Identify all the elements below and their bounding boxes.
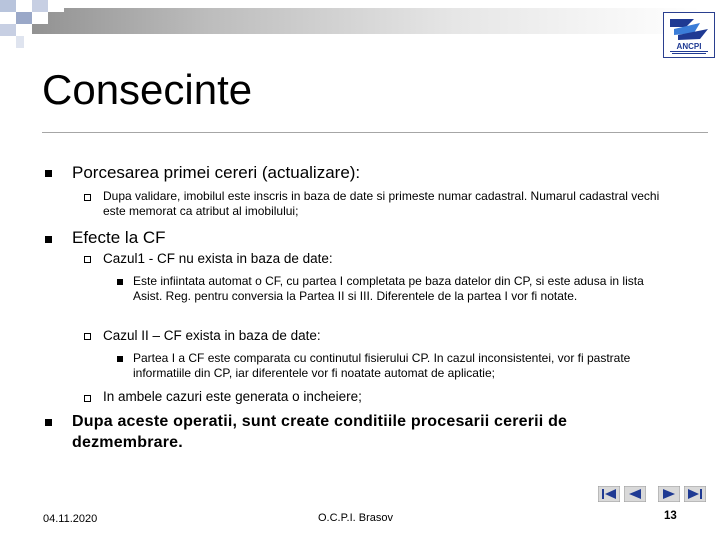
next-slide-button[interactable] — [658, 486, 680, 502]
last-slide-button[interactable] — [684, 486, 706, 502]
bullet-2-1-text: Cazul1 - CF nu exista in baza de date: — [103, 251, 333, 266]
bullet-square-icon — [117, 356, 123, 362]
slide-title: Consecinte — [42, 66, 253, 113]
bullet-2-1-1-text: Este infiintata automat o CF, cu partea I completata pe baza datelor din CP, si este adusa in lista Asist. Reg. pentru conversia la Partea II si III. Diferentele de la partea I vor fi notate. — [133, 274, 644, 303]
footer-date: 04.11.2020 — [43, 513, 98, 525]
bullet-2-text: Efecte la CF — [72, 228, 166, 247]
previous-slide-button[interactable] — [624, 486, 646, 502]
bullet-square-icon — [117, 279, 123, 285]
bullet-square-icon — [45, 419, 52, 426]
bullet-2-2-1-text: Partea I a CF este comparata cu continutul fisierului CP. In cazul inconsistentei, vor fi pastrate informatiile din CP, iar diferentele vor fi noatate automat de aplicatie; — [133, 351, 631, 380]
ancpi-logo — [663, 12, 715, 58]
title-divider — [42, 132, 708, 133]
bullet-1-text: Porcesarea primei cereri (actualizare): — [72, 163, 361, 182]
bullet-hollow-square-icon — [84, 194, 91, 201]
bullet-square-icon — [45, 170, 52, 177]
bullet-1-1-text: Dupa validare, imobilul este inscris in baza de date si primeste numar cadastral. Numarul cadastral vechi este memorat ca atribut al imobilului; — [103, 189, 660, 218]
svg-text:ANCPI: ANCPI — [676, 42, 702, 51]
bullet-hollow-square-icon — [84, 333, 91, 340]
bullet-2-2-text: Cazul II – CF exista in baza de date: — [103, 328, 321, 343]
checker-decoration — [0, 0, 64, 48]
header-gradient-bar — [0, 8, 700, 34]
page-number: 13 — [664, 510, 677, 522]
first-slide-button[interactable] — [598, 486, 620, 502]
bullet-hollow-square-icon — [84, 395, 91, 402]
bullet-hollow-square-icon — [84, 256, 91, 263]
bullet-2-3-text: In ambele cazuri este generata o incheiere; — [103, 389, 362, 404]
bullet-square-icon — [45, 236, 52, 243]
footer-center-text: O.C.P.I. Brasov — [318, 512, 393, 524]
bullet-3-text: Dupa aceste operatii, sunt create conditiile procesarii cererii de dezmembrare. — [72, 413, 568, 451]
